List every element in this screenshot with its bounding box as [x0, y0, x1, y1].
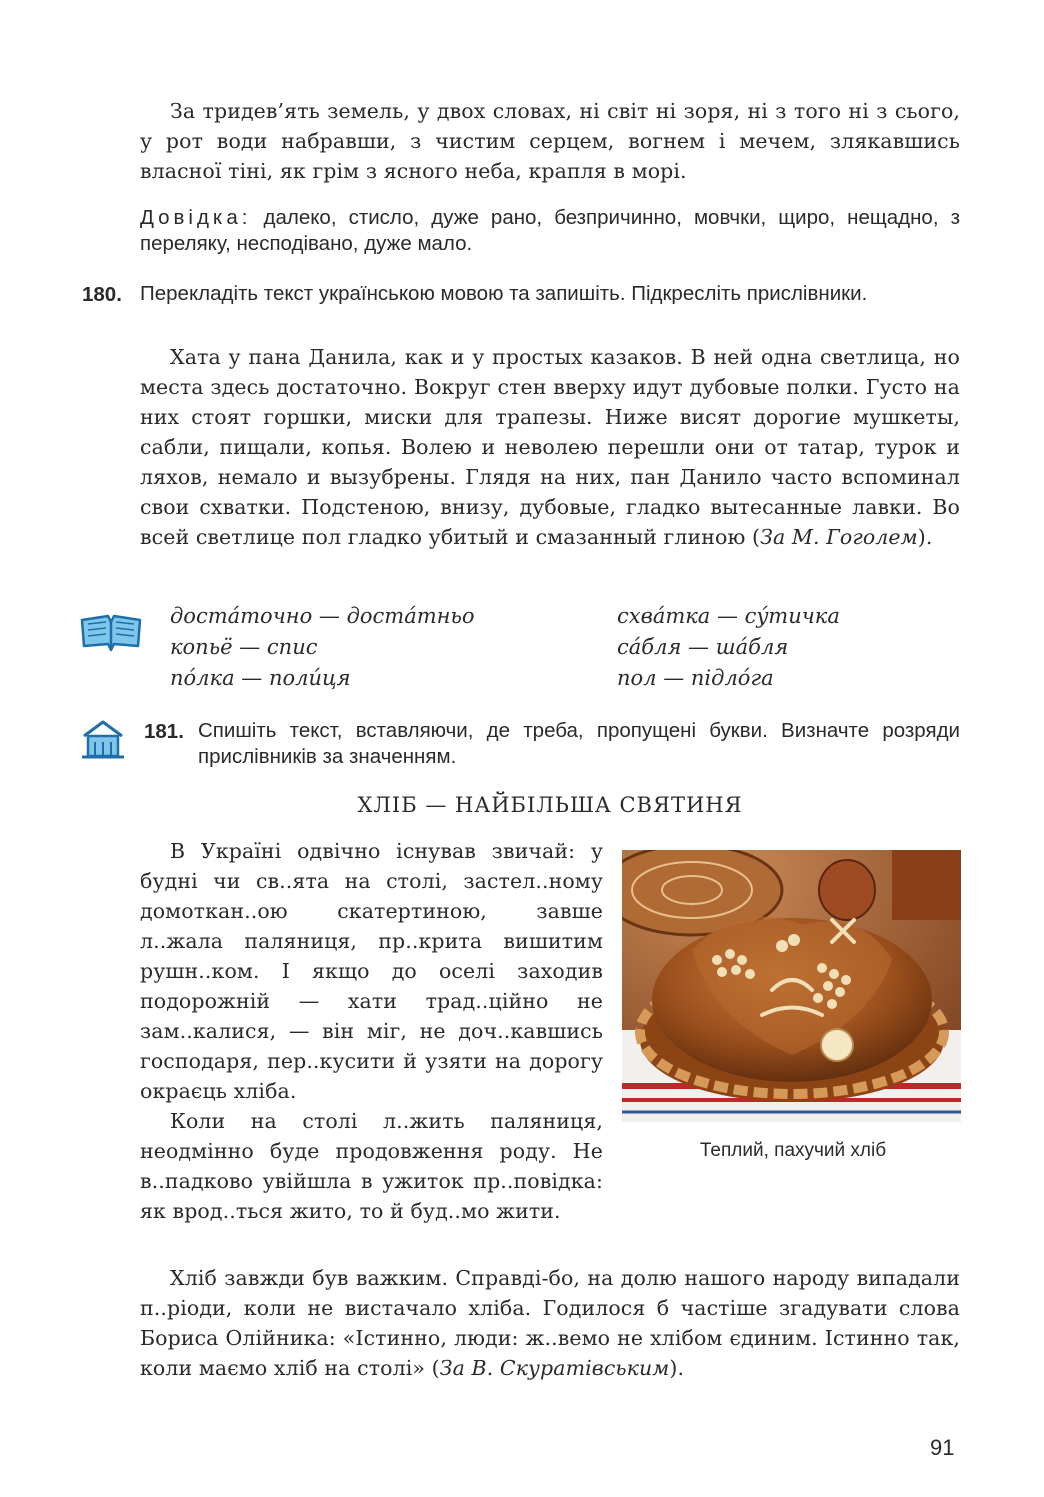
exercise-180-task: Перекладіть текст українською мовою та запишіть. Підкресліть прислівники.: [140, 282, 868, 305]
glossary-right: [617, 601, 840, 694]
exercise-180-end: ).: [917, 525, 933, 549]
glossary-entry: схвáтка — сýтичка: [617, 604, 840, 628]
photo-caption: Теплий, пахучий хліб: [699, 1140, 887, 1161]
exercise-181-task: Спишіть текст, вставляючи, де треба, пропущені букви. Визначте розряди прислівників за значенням.: [198, 719, 960, 768]
text-title: ХЛІБ — НАЙБІЛЬША СВЯТИНЯ: [357, 793, 743, 817]
exercise-180-number: 180.: [82, 283, 122, 306]
exercise-181-column: [140, 836, 603, 1226]
glossary-left: [170, 601, 475, 694]
exercise-181-para3: Хліб завжди був важким. Справді-бо, на долю нашого народу випадали п..ріоди, коли не вистачало хліба. Годилося б частіше згадувати слова Бориса Олійника: «Істинно, люди: ж..вемо не хлібом єдиним. Істинно так, коли маємо хліб на столі» (: [140, 1266, 960, 1380]
exercise-181-source: За В. Скуратівським: [439, 1356, 670, 1380]
glossary-entry: пол — підлóга: [617, 666, 774, 690]
glossary-entry: пóлка — полúця: [170, 666, 351, 690]
exercise-181-para1: В Україні одвічно існував звичай: у будні чи св..ята на столі, застел..ному домоткан..ою скатертиною, завше л..жала паляниця, пр..крита вишитим рушн..ком. І якщо до оселі заходив подорожній — хати трад..ційно не зам..калися, — він міг, не доч..кавшись господаря, пер..кусити й узяти на дорогу окраєць хліба.: [140, 839, 603, 1103]
exercise-180-text: [140, 342, 960, 552]
house-icon: [80, 718, 126, 764]
exercise-180-source: За М. Гоголем: [760, 525, 918, 549]
exercise-181-final: [140, 1263, 960, 1383]
open-book-icon: [78, 612, 144, 658]
glossary-entry: достáточно — достáтньо: [170, 604, 475, 628]
intro-text: За тридев’ять земель, у двох словах, ні світ ні зоря, ні з того ні з сього, у рот води набравши, з чистим серцем, вогнем і мечем, злякавшись власної тіні, як грім з ясного неба, крапля в морі.: [140, 99, 960, 183]
exercise-181-end: ).: [669, 1356, 685, 1380]
exercise-181-para2: Коли на столі л..жить паляниця, неодмінно буде продовження роду. Не в..падково увійшла в ужиток пр..повідка: як врод..ться жито, то й буд..мо жити.: [140, 1109, 603, 1223]
reference-label: Довідка:: [140, 206, 252, 229]
bread-photo: [622, 850, 961, 1122]
exercise-180-body: Хата у пана Данила, как и у простых казаков. В ней одна светлица, но места здесь достаточно. Вокруг стен вверху идут дубовые полки. Густо на них стоят горшки, миски для трапезы. Ниже висят дорогие мушкеты, сабли, пищали, копья. Волею и неволею перешли они от татар, турок и ляхов, немало и вызубрены. Глядя на них, пан Данило часто вспоминал свои схватки. Подстеною, внизу, дубовые, гладко вытесанные лавки. Во всей светлице пол гладко убитый и смазанный глиною (: [140, 345, 960, 549]
reference-text: далеко, стисло, дуже рано, безпричинно, мовчки, щиро, нещадно, з переляку, несподівано, дуже мало.: [140, 206, 960, 255]
reference-block: [140, 205, 960, 257]
exercise-181-number: 181.: [144, 720, 184, 743]
page-number: 91: [930, 1435, 955, 1460]
glossary-entry: копьё — спис: [170, 635, 318, 659]
intro-phrases: [140, 96, 960, 186]
glossary-entry: сáбля — шáбля: [617, 635, 789, 659]
